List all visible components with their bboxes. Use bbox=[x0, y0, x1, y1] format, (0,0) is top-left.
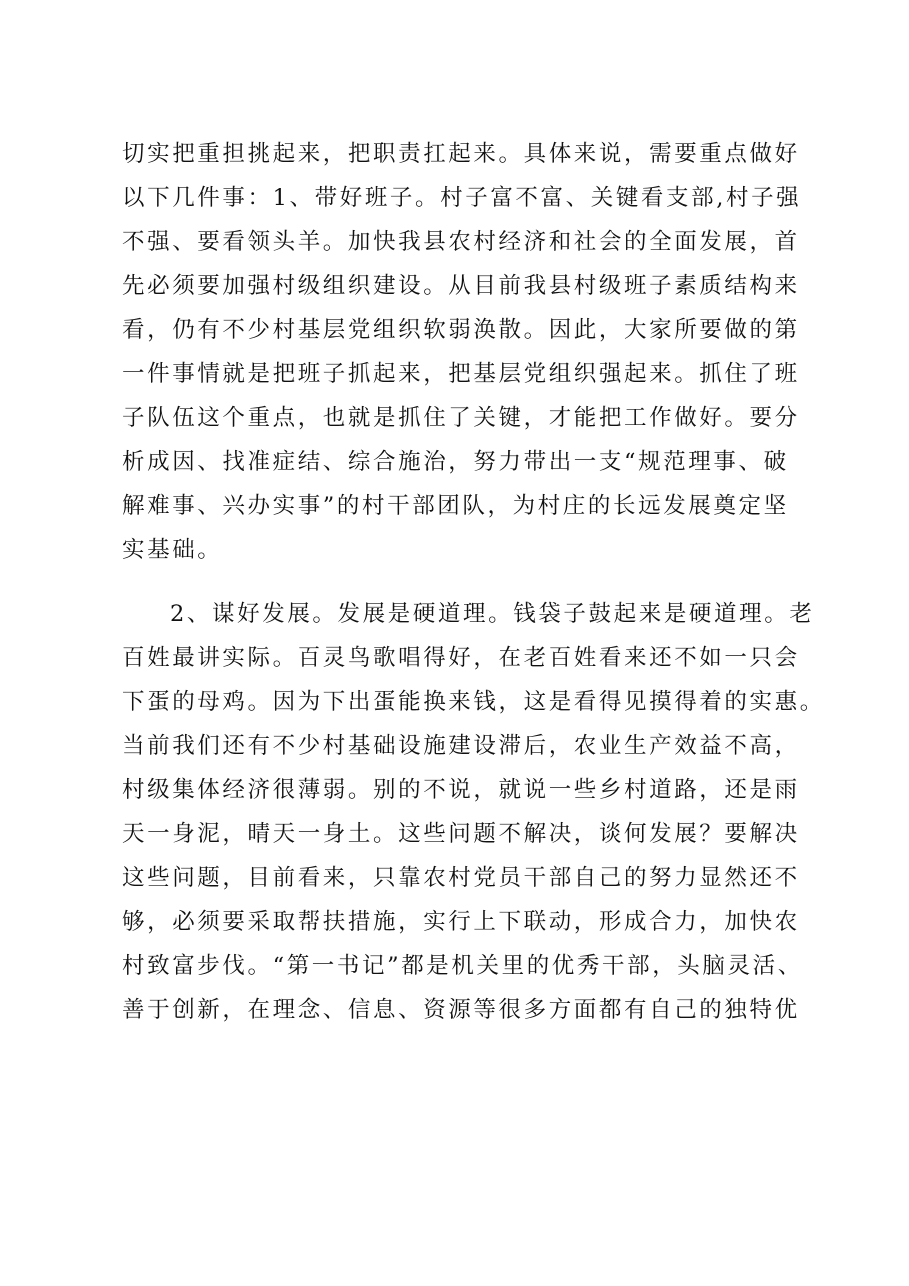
text-line: 析成因、找准症结、综合施治，努力带出一支“规范理事、破 bbox=[122, 449, 789, 475]
text-line: 当前我们还有不少村基础设施建设滞后，农业生产效益不高， bbox=[122, 733, 800, 759]
text-line: 百姓最讲实际。百灵鸟歌唱得好，在老百姓看来还不如一只会 bbox=[122, 645, 800, 671]
text-line: 村级集体经济很薄弱。别的不说，就说一些乡村道路，还是雨 bbox=[122, 777, 800, 803]
text-line: 不强、要看领头羊。加快我县农村经济和社会的全面发展，首 bbox=[122, 229, 800, 255]
text-line: 以下几件事：1、带好班子。村子富不富、关键看支部,村子强 bbox=[122, 185, 802, 211]
text-line: 善于创新，在理念、信息、资源等很多方面都有自己的独特优 bbox=[122, 997, 800, 1023]
text-line: 解难事、兴办实事”的村干部团队，为村庄的长远发展奠定坚 bbox=[122, 493, 789, 519]
text-line: 2、谋好发展。发展是硬道理。钱袋子鼓起来是硬道理。老 bbox=[170, 601, 815, 627]
text-line: 这些问题，目前看来，只靠农村党员干部自己的努力显然还不 bbox=[122, 865, 800, 891]
text-line: 够，必须要采取帮扶措施，实行上下联动，形成合力，加快农 bbox=[122, 909, 800, 935]
text-line: 先必须要加强村级组织建设。从目前我县村级班子素质结构来 bbox=[122, 273, 800, 299]
text-line: 村致富步伐。“第一书记”都是机关里的优秀干部，头脑灵活、 bbox=[122, 953, 803, 979]
text-line: 一件事情就是把班子抓起来，把基层党组织强起来。抓住了班 bbox=[122, 361, 800, 387]
text-line: 切实把重担挑起来，把职责扛起来。具体来说，需要重点做好 bbox=[122, 141, 800, 167]
text-line: 看，仍有不少村基层党组织软弱涣散。因此，大家所要做的第 bbox=[122, 317, 800, 343]
text-line: 下蛋的母鸡。因为下出蛋能换来钱，这是看得见摸得着的实惠。 bbox=[122, 689, 825, 715]
text-line: 子队伍这个重点，也就是抓住了关键，才能把工作做好。要分 bbox=[122, 405, 800, 431]
text-line: 实基础。 bbox=[122, 537, 223, 563]
text-line: 天一身泥，晴天一身土。这些问题不解决，谈何发展？要解决 bbox=[122, 821, 800, 847]
